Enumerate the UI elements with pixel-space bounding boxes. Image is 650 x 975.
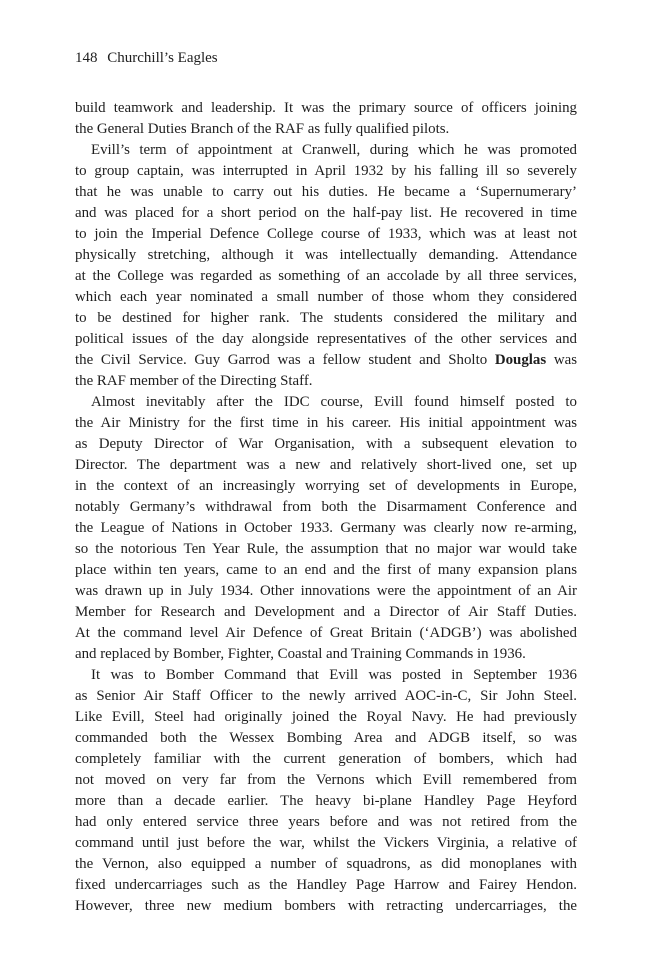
- text-line: the League of Nations in October 1933. Germany was clearly now re-arming,: [75, 520, 577, 536]
- text-line: which each year nominated a small number of those whom they considered: [75, 289, 577, 305]
- line-text-end: was: [546, 352, 577, 368]
- text-line: more than a decade earlier. The heavy bi-plane Handley Page Heyford: [75, 793, 577, 809]
- text-line: to be destined for higher rank. The students considered the military and: [75, 310, 577, 326]
- paragraph-1: [75, 98, 577, 140]
- line-text: the Civil Service. Guy Garrod was a fellow student and Sholto: [75, 352, 495, 368]
- text-line: It was to Bomber Command that Evill was posted in September 1936: [91, 667, 577, 683]
- body-text: [75, 98, 577, 917]
- text-line: so the notorious Ten Year Rule, the assumption that no major war would take: [75, 541, 577, 557]
- text-line: and was placed for a short period on the half-pay list. He recovered in time: [75, 205, 577, 221]
- text-line: Evill’s term of appointment at Cranwell, during which he was promoted: [91, 142, 577, 158]
- text-line: at the College was regarded as something of an accolade by all three services,: [75, 268, 577, 284]
- text-line: the Vernon, also equipped a number of squadrons, as did monoplanes with: [75, 856, 577, 872]
- text-line: At the command level Air Defence of Great Britain (‘ADGB’) was abolished: [75, 625, 577, 641]
- text-line: the Air Ministry for the first time in his career. His initial appointment was: [75, 415, 577, 431]
- text-line: to join the Imperial Defence College course of 1933, which was at least not: [75, 226, 577, 242]
- text-line: political issues of the day alongside representatives of the other services and: [75, 331, 577, 347]
- text-line: fixed undercarriages such as the Handley Page Harrow and Fairey Hendon.: [75, 877, 577, 893]
- text-line: and replaced by Bomber, Fighter, Coastal and Training Commands in 1936.: [75, 646, 526, 662]
- text-line: as Deputy Director of War Organisation, with a subsequent elevation to: [75, 436, 577, 452]
- text-line: completely familiar with the current generation of bombers, which had: [75, 751, 577, 767]
- running-head: [75, 49, 218, 67]
- text-line: Director. The department was a new and relatively short-lived one, set up: [75, 457, 577, 473]
- text-line-with-name: [75, 350, 577, 371]
- book-title: Churchill’s Eagles: [107, 50, 218, 66]
- text-line: Member for Research and Development and a Director of Air Staff Duties.: [75, 604, 577, 620]
- paragraph-2: [75, 140, 577, 392]
- text-line: in the context of an increasingly worrying set of developments in Europe,: [75, 478, 577, 494]
- paragraph-3: [75, 392, 577, 665]
- text-line: physically stretching, although it was intellectually demanding. Attendance: [75, 247, 577, 263]
- bold-name: Douglas: [494, 352, 547, 368]
- text-line: not moved on very far from the Vernons which Evill remembered from: [75, 772, 577, 788]
- text-line: that he was unable to carry out his duties. He became a ‘Supernumerary’: [75, 184, 577, 200]
- text-line: to group captain, was interrupted in April 1932 by his falling ill so severely: [75, 163, 577, 179]
- text-line: Like Evill, Steel had originally joined the Royal Navy. He had previously: [75, 709, 577, 725]
- text-line: build teamwork and leadership. It was the primary source of officers joining: [75, 100, 577, 116]
- text-line: Almost inevitably after the IDC course, Evill found himself posted to: [91, 394, 577, 410]
- text-line: However, three new medium bombers with retracting undercarriages, the: [75, 898, 577, 914]
- text-line: the RAF member of the Directing Staff.: [75, 373, 313, 389]
- paragraph-4: [75, 665, 577, 917]
- text-line: had only entered service three years before and was not retired from the: [75, 814, 577, 830]
- text-line: place within ten years, came to an end and the first of many expansion plans: [75, 562, 577, 578]
- text-line: the General Duties Branch of the RAF as fully qualified pilots.: [75, 121, 450, 137]
- text-line: command until just before the war, whilst the Vickers Virginia, a relative of: [75, 835, 577, 851]
- text-line: was drawn up in July 1934. Other innovations were the appointment of an Air: [75, 583, 577, 599]
- text-line: commanded both the Wessex Bombing Area and ADGB itself, so was: [75, 730, 577, 746]
- text-line: as Senior Air Staff Officer to the newly arrived AOC-in-C, Sir John Steel.: [75, 688, 577, 704]
- text-line: notably Germany’s withdrawal from both the Disarmament Conference and: [75, 499, 577, 515]
- page-number: 148: [75, 50, 98, 66]
